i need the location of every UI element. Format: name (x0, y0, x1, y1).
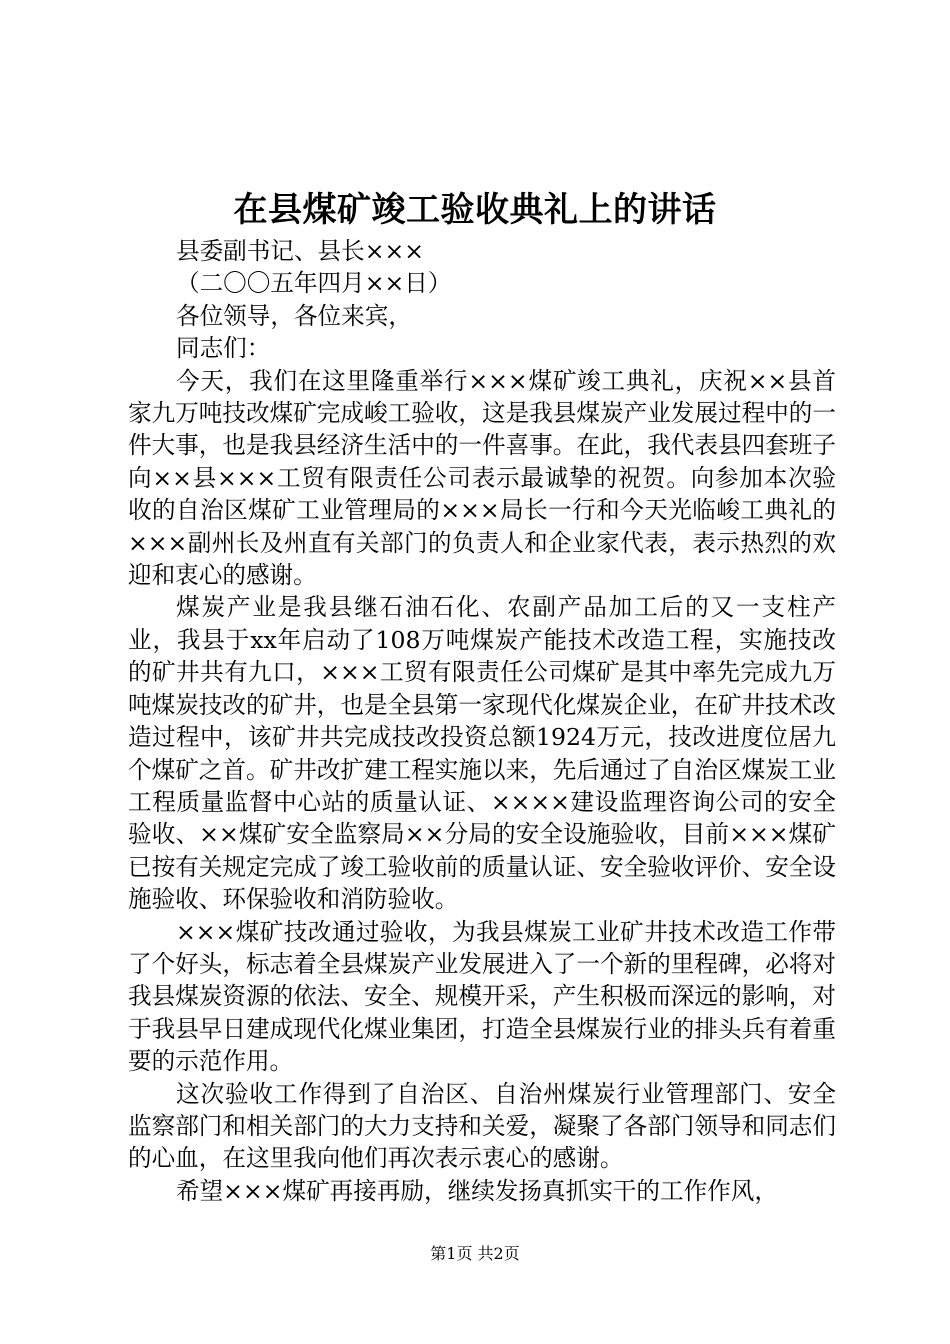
speaker-line: 县委副书记、县长××× (176, 237, 425, 265)
document-title: 在县煤矿竣工验收典礼上的讲话 (233, 190, 717, 230)
paragraph: 希望×××煤矿再接再励，继续发扬真抓实干的工作作风， (176, 1176, 778, 1205)
paragraph: 这次验收工作得到了自治区、自治州煤炭行业管理部门、安全监察部门和相关部门的大力支持和关爱，凝聚了各部门领导和同志们的心血，在这里我向他们再次表示衷心的感谢。 (128, 1079, 836, 1173)
document-body (128, 235, 836, 1207)
page-number: 第1页 共2页 (430, 1244, 520, 1263)
salutation-comrades: 同志们： (176, 334, 271, 363)
salutation-guests: 各位领导，各位来宾， (176, 301, 412, 330)
date-line: （二〇〇五年四月××日） (176, 269, 452, 298)
paragraph: 今天，我们在这里隆重举行×××煤矿竣工典礼，庆祝××县首家九万吨技改煤矿完成峻工验收，这是我县煤炭产业发展过程中的一件大事，也是我县经济生活中的一件喜事。在此，我代表县四套班子向××县×××工贸有限责任公司表示最诚挚的祝贺。向参加本次验收的自治区煤矿工业管理局的×××局长一行和今天光临峻工典礼的×××副州长及州直有关部门的负责人和企业家代表，表示热烈的欢迎和衷心的感谢。 (128, 366, 836, 590)
paragraph: 煤炭产业是我县继石油石化、农副产品加工后的又一支柱产业，我县于xx年启动了108万吨煤炭产能技术改造工程，实施技改的矿井共有九口，×××工贸有限责任公司煤矿是其中率先完成九万吨煤炭技改的矿井，也是全县第一家现代化煤炭企业，在矿井技术改造过程中，该矿井共完成技改投资总额1924万元，技改进度位居九个煤矿之首。矿井改扩建工程实施以来，先后通过了自治区煤炭工业工程质量监督中心站的质量认证、××××建设监理咨询公司的安全验收、××煤矿安全监察局××分局的安全设施验收，目前×××煤矿已按有关规定完成了竣工验收前的质量认证、安全验收评价、安全设施验收、环保验收和消防验收。 (128, 593, 836, 914)
paragraph: ×××煤矿技改通过验收，为我县煤炭工业矿井技术改造工作带了个好头，标志着全县煤炭产业发展进入了一个新的里程碑，必将对我县煤炭资源的依法、安全、规模开采，产生积极而深远的影响，对于我县早日建成现代化煤业集团，打造全县煤炭行业的排头兵有着重要的示范作用。 (128, 917, 836, 1076)
